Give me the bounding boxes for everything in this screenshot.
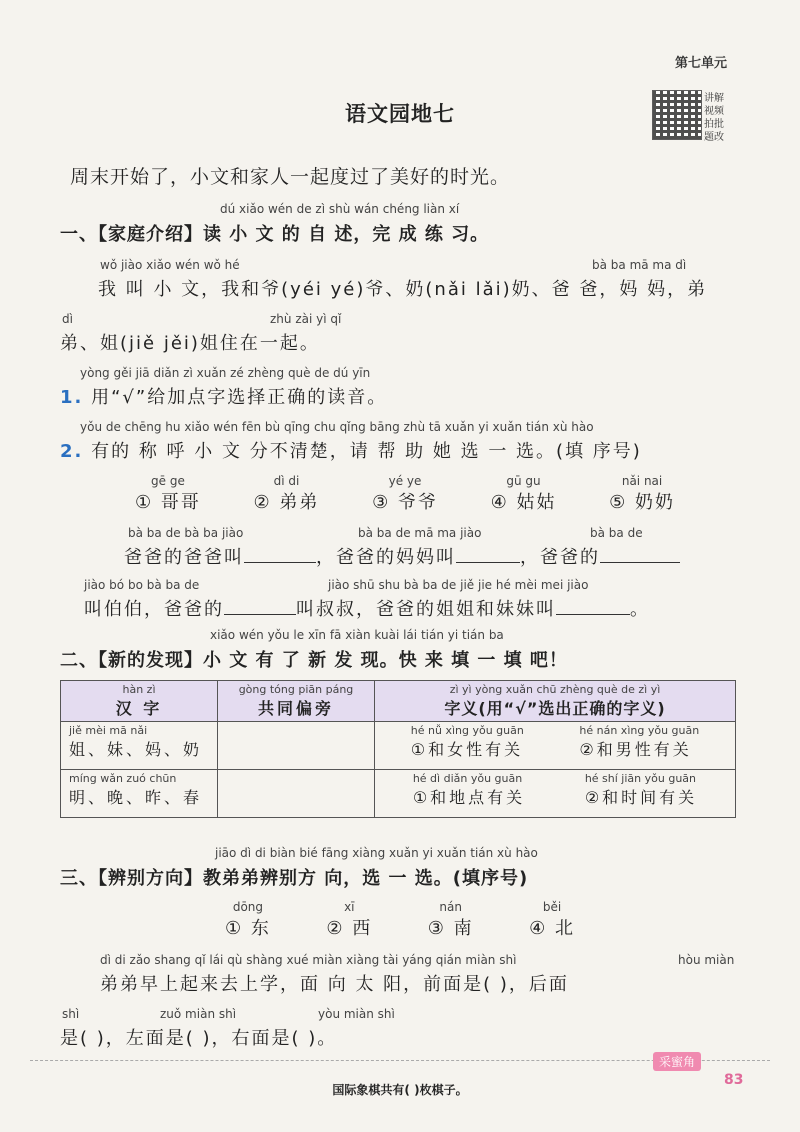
row2-meaning-cell — [375, 770, 736, 818]
sec1-l1-pinyin-b: bà ba mā ma dì — [592, 258, 687, 272]
option-north: běi ④ 北 — [529, 900, 575, 939]
answer-blank[interactable] — [224, 614, 296, 615]
sec1-line1: 我 叫 小 文，我和爷(yéi yé)爷、奶(nǎi lǎi)奶、爸 爸，妈 妈，弟 — [98, 279, 708, 300]
footer-text: 国际象棋共有( )枚棋子。 — [332, 1083, 468, 1097]
header-hanzi: hàn zì 汉 字 — [61, 681, 218, 722]
r2-text-a: 叫伯伯，爸爸的 — [84, 599, 224, 620]
page-number: 83 — [724, 1072, 744, 1088]
sec1-l2-pinyin-a: dì — [62, 312, 73, 326]
qr-code-icon[interactable] — [652, 90, 702, 140]
sec3-l1-pinyin-b: hòu miàn — [678, 953, 735, 967]
row1-meaning-cell — [375, 722, 736, 770]
r2-pinyin-a: jiào bó bo bà ba de — [84, 578, 200, 592]
r1-pinyin-c: bà ba de — [590, 526, 643, 540]
sec1-line2: 弟、姐(jiě jěi)姐住在一起。 — [60, 333, 320, 354]
header-meaning: zì yì yòng xuǎn chū zhèng què de zì yì 字义(用“√”选出正确的字义) — [375, 681, 736, 722]
answer-blank[interactable] — [600, 562, 680, 563]
sec3-l2-pinyin-b: zuǒ miàn shì — [160, 1007, 237, 1021]
option-yeye: yé ye ③ 爷爷 — [372, 474, 438, 513]
row2-option-2[interactable]: hé shí jiān yǒu guān ②和时间有关 — [584, 772, 698, 807]
table-row — [61, 770, 736, 818]
answer-blank[interactable] — [244, 562, 316, 563]
q2-text: 有的 称 呼 小 文 分不清楚，请 帮 助 她 选 一 选。(填 序号) — [91, 441, 642, 462]
sec2-pinyin: xiǎo wén yǒu le xīn fā xiàn kuài lái tián yi tián ba — [210, 628, 504, 642]
option-gugu: gū gu ④ 姑姑 — [490, 474, 557, 513]
sec3-line2: 是( )，左面是( )，右面是( )。 — [60, 1028, 338, 1049]
answer-blank[interactable] — [556, 614, 630, 615]
q1-number: 1. — [60, 387, 84, 408]
sec1-title: 一、【家庭介绍】读 小 文 的 自 述，完 成 练 习。 — [60, 224, 490, 245]
q1-text: 用“√”给加点字选择正确的读音。 — [91, 387, 388, 408]
r1-text-b: ，爸爸的妈妈叫 — [316, 547, 456, 568]
direction-options — [225, 900, 575, 940]
q2-pinyin: yǒu de chēng hu xiǎo wén fēn bù qīng chu qǐng bāng zhù tā xuǎn yi xuǎn tián xù hào — [80, 420, 594, 434]
row1-chars: jiě mèi mā nǎi 姐、妹、妈、奶 — [61, 722, 218, 770]
relatives-options — [135, 474, 675, 514]
header-radical: gòng tóng piān páng 共同偏旁 — [218, 681, 375, 722]
option-south: nán ③ 南 — [427, 900, 474, 939]
sec3-line1: 弟弟早上起来去上学，面 向 太 阳，前面是( )，后面 — [100, 974, 569, 995]
q1-pinyin: yòng gěi jiā diǎn zì xuǎn zé zhèng què de dú yīn — [80, 366, 371, 380]
discovery-table — [60, 680, 736, 818]
r1-pinyin-a: bà ba de bà ba jiào — [128, 526, 244, 540]
row2-option-1[interactable]: hé dì diǎn yǒu guān ①和地点有关 — [412, 772, 526, 807]
sec1-l1-pinyin-a: wǒ jiào xiǎo wén wǒ hé — [100, 258, 240, 272]
footer-tag: 采蜜角 — [653, 1052, 701, 1071]
unit-label: 第七单元 — [675, 56, 728, 71]
option-west: xī ② 西 — [326, 900, 373, 939]
table-header-row — [61, 681, 736, 722]
sec3-title: 三、【辨别方向】教弟弟辨别方 向，选 一 选。(填序号) — [60, 868, 529, 889]
table-row — [61, 722, 736, 770]
sec1-l2-pinyin-b: zhù zài yì qǐ — [270, 312, 342, 326]
option-gege: gē ge ① 哥哥 — [135, 474, 201, 513]
row2-radical-cell[interactable] — [218, 770, 375, 818]
row2-chars: míng wǎn zuó chūn 明、晚、昨、春 — [61, 770, 218, 818]
row1-option-2[interactable]: hé nán xìng yǒu guān ②和男性有关 — [579, 724, 700, 759]
sec3-l2-pinyin-c: yòu miàn shì — [318, 1007, 395, 1021]
r2-end: 。 — [630, 599, 650, 620]
q2-number: 2. — [60, 441, 84, 462]
intro-text: 周末开始了，小文和家人一起度过了美好的时光。 — [70, 166, 511, 188]
row1-radical-cell[interactable] — [218, 722, 375, 770]
r2-text-b: 叫叔叔，爸爸的姐姐和妹妹叫 — [296, 599, 556, 620]
sec2-title: 二、【新的发现】小 文 有 了 新 发 现。快 来 填 一 填 吧！ — [60, 650, 568, 671]
r1-pinyin-b: bà ba de mā ma jiào — [358, 526, 482, 540]
sec3-l1-pinyin: dì di zǎo shang qǐ lái qù shàng xué miàn xiàng tài yáng qián miàn shì — [100, 953, 517, 967]
row1-option-1[interactable]: hé nǚ xìng yǒu guān ①和女性有关 — [410, 724, 524, 759]
qr-label: 讲解视频 拍批题改 — [704, 93, 724, 143]
sec3-pinyin: jiāo dì di biàn bié fāng xiàng xuǎn yi xuǎn tián xù hào — [215, 846, 538, 860]
sec1-pinyin: dú xiǎo wén de zì shù wán chéng liàn xí — [220, 202, 460, 216]
r2-pinyin-b: jiào shū shu bà ba de jiě jie hé mèi mei jiào — [328, 578, 589, 592]
page-title: 语文园地七 — [345, 102, 455, 126]
r1-text-a: 爸爸的爸爸叫 — [124, 547, 244, 568]
sec3-l2-pinyin-a: shì — [62, 1007, 80, 1021]
r1-text-c: ，爸爸的 — [520, 547, 600, 568]
answer-blank[interactable] — [456, 562, 520, 563]
option-east: dōng ① 东 — [225, 900, 271, 939]
option-nainai: nǎi nai ⑤ 奶奶 — [609, 474, 675, 513]
option-didi: dì di ② 弟弟 — [253, 474, 320, 513]
